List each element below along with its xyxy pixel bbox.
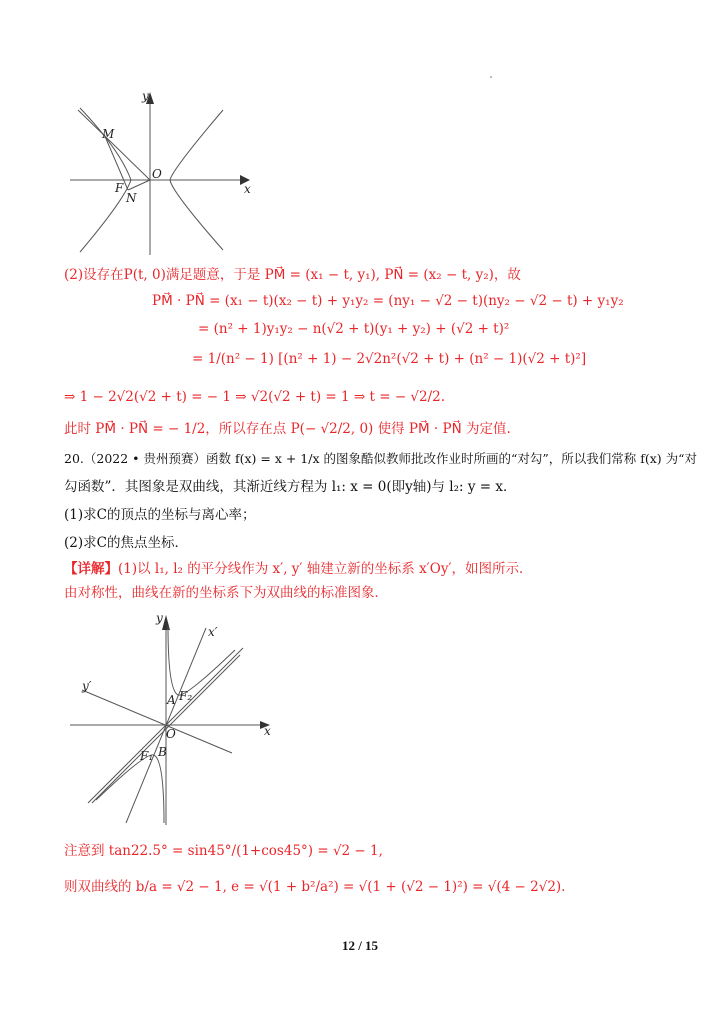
label-x: x (264, 724, 271, 738)
solution-line-3: = (n² + 1)y₁y₂ − n(√2 + t)(y₁ + y₂) + (√2 + t)² (198, 321, 510, 337)
label-B: B (158, 745, 167, 759)
detail-line-1 (64, 560, 533, 578)
solution-line-4: = 1/(n² − 1) [(n² + 1) − 2√2n²(√2 + t) + (n² − 1)(√2 + t)²] (192, 351, 587, 367)
figure-rotated-hyperbola (60, 610, 290, 830)
label-y: y (156, 611, 163, 625)
solution-line-6: 此时 PM⃗ · PN⃗ = − 1/2，所以存在点 P(− √2/2, 0) 使得 PM⃗ · PN⃗ 为定值. (64, 421, 511, 437)
label-F1: F₁ (140, 749, 154, 763)
label-A: A (167, 693, 176, 707)
solution-line-1: (2)设存在P(t, 0)满足题意，于是 PM⃗ = (x₁ − t, y₁), PN⃗ = (x₂ − t, y₂)，故 (64, 267, 521, 283)
label-F2: F₂ (179, 689, 193, 703)
scan-speck (490, 76, 492, 78)
detail-line-4: 则双曲线的 b/a = √2 − 1, e = √(1 + b²/a²) = √(1 + (√2 − 1)²) = √(4 − 2√2). (64, 879, 566, 895)
segment-NO (128, 180, 150, 190)
label-O: O (166, 727, 176, 741)
figure-hyperbola-mfn (60, 80, 280, 260)
line-MO (78, 110, 150, 180)
label-y-prime: y′ (82, 679, 92, 693)
problem-20-question-1: (1)求C的顶点的坐标与离心率； (64, 507, 256, 523)
detail-tag: 【详解】 (64, 561, 118, 577)
hyperbola-upper-branch (168, 626, 235, 695)
solution-line-5: ⇒ 1 − 2√2(√2 + t) = − 1 ⇒ √2(√2 + t) = 1 ⇒ t = − √2/2. (64, 389, 446, 405)
label-N: N (126, 191, 137, 205)
problem-20-line-2: 勾函数”．其图象是双曲线，其渐近线方程为 l₁: x = 0(即y轴)与 l₂: y = x． (64, 479, 517, 495)
label-x: x (244, 182, 251, 196)
y-axis-arrow (162, 615, 170, 630)
problem-20-question-2: (2)求C的焦点坐标． (64, 535, 188, 551)
page-number: 12 / 15 (341, 938, 379, 953)
label-x-prime: x′ (208, 625, 218, 639)
label-y: y (142, 89, 149, 103)
label-M: M (102, 127, 115, 141)
problem-20-line-1: 20.（2022 • 贵州预赛）函数 f(x) = x + 1/x 的图象酷似教师批改作业时所画的“对勾”，所以我们常称 f(x) 为“对 (64, 451, 698, 466)
detail-line-3: 注意到 tan22.5° = sin45°/(1+cos45°) = √2 − 1, (64, 843, 383, 859)
detail-text-1: (1)以 l₁, l₂ 的平分线作为 x′, y′ 轴建立新的坐标系 x′Oy′，如图所示． (118, 561, 533, 577)
y-prime-axis (82, 690, 232, 753)
detail-line-2: 由对称性，曲线在新的坐标系下为双曲线的标准图象． (64, 585, 388, 601)
label-O: O (152, 167, 162, 181)
solution-line-2: PM⃗ · PN⃗ = (x₁ − t)(x₂ − t) + y₁y₂ = (ny₁ − √2 − t)(ny₂ − √2 − t) + y₁y₂ (152, 293, 624, 309)
label-F: F (115, 181, 124, 195)
